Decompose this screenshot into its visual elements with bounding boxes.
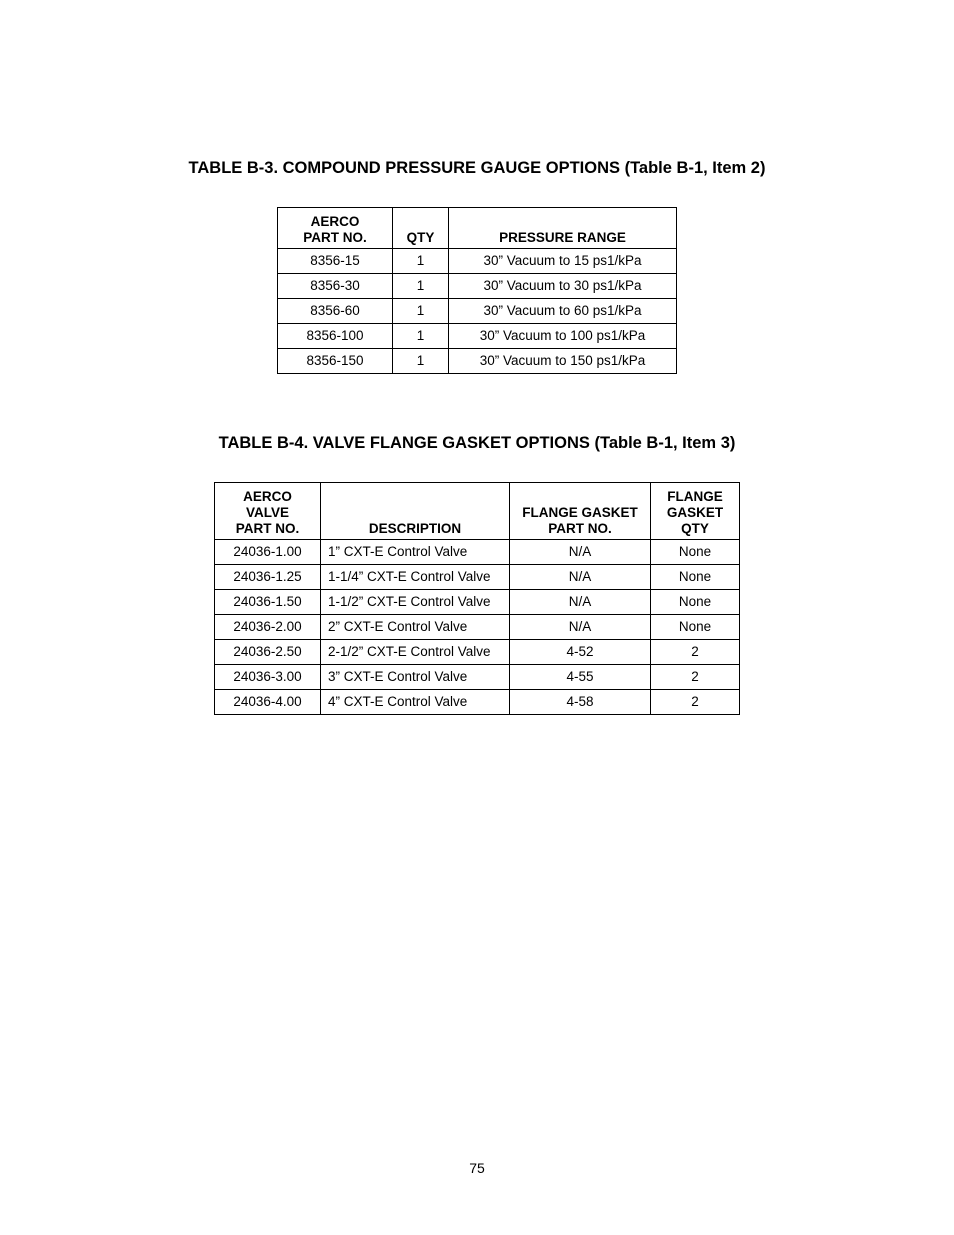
description-cell: 2-1/2” CXT-E Control Valve xyxy=(321,640,510,665)
valve-flange-gasket-table xyxy=(214,482,740,715)
pressure-range-cell: 30” Vacuum to 100 ps1/kPa xyxy=(449,324,677,349)
table-row xyxy=(278,274,677,299)
header-valve-part-no: AERCO VALVE PART NO. xyxy=(215,483,321,540)
gasket-part-cell: N/A xyxy=(510,615,651,640)
header-flange-gasket-qty: FLANGE GASKET QTY xyxy=(651,483,740,540)
header-description: DESCRIPTION xyxy=(321,483,510,540)
part-no-cell: 8356-150 xyxy=(278,349,393,374)
table-header-row xyxy=(215,483,740,540)
valve-part-cell: 24036-2.00 xyxy=(215,615,321,640)
table-row xyxy=(278,349,677,374)
pressure-range-cell: 30” Vacuum to 60 ps1/kPa xyxy=(449,299,677,324)
gasket-qty-cell: 2 xyxy=(651,665,740,690)
qty-cell: 1 xyxy=(393,299,449,324)
header-part-no: AERCO PART NO. xyxy=(278,208,393,249)
gasket-qty-cell: None xyxy=(651,565,740,590)
gasket-qty-cell: None xyxy=(651,615,740,640)
part-no-cell: 8356-15 xyxy=(278,249,393,274)
part-no-cell: 8356-30 xyxy=(278,274,393,299)
table-row xyxy=(215,665,740,690)
table-row xyxy=(278,249,677,274)
gasket-part-cell: N/A xyxy=(510,540,651,565)
table-b3-title: TABLE B-3. COMPOUND PRESSURE GAUGE OPTIONS (Table B-1, Item 2) xyxy=(188,159,766,177)
table-row xyxy=(215,590,740,615)
table-row xyxy=(215,540,740,565)
gasket-part-cell: 4-55 xyxy=(510,665,651,690)
table-row xyxy=(215,690,740,715)
pressure-gauge-options-table xyxy=(277,207,677,374)
gasket-part-cell: N/A xyxy=(510,565,651,590)
table-row xyxy=(215,640,740,665)
gasket-part-cell: N/A xyxy=(510,590,651,615)
description-cell: 1-1/4” CXT-E Control Valve xyxy=(321,565,510,590)
header-qty: QTY xyxy=(393,208,449,249)
pressure-range-cell: 30” Vacuum to 30 ps1/kPa xyxy=(449,274,677,299)
valve-part-cell: 24036-2.50 xyxy=(215,640,321,665)
description-cell: 2” CXT-E Control Valve xyxy=(321,615,510,640)
pressure-range-cell: 30” Vacuum to 15 ps1/kPa xyxy=(449,249,677,274)
table-header-row xyxy=(278,208,677,249)
qty-cell: 1 xyxy=(393,349,449,374)
header-flange-gasket-part-no: FLANGE GASKET PART NO. xyxy=(510,483,651,540)
description-cell: 4” CXT-E Control Valve xyxy=(321,690,510,715)
gasket-qty-cell: None xyxy=(651,590,740,615)
header-pressure-range: PRESSURE RANGE xyxy=(449,208,677,249)
gasket-part-cell: 4-52 xyxy=(510,640,651,665)
gasket-qty-cell: None xyxy=(651,540,740,565)
valve-part-cell: 24036-4.00 xyxy=(215,690,321,715)
qty-cell: 1 xyxy=(393,274,449,299)
table-row xyxy=(278,324,677,349)
qty-cell: 1 xyxy=(393,324,449,349)
valve-part-cell: 24036-1.50 xyxy=(215,590,321,615)
table-row xyxy=(215,565,740,590)
description-cell: 3” CXT-E Control Valve xyxy=(321,665,510,690)
gasket-qty-cell: 2 xyxy=(651,690,740,715)
valve-part-cell: 24036-1.00 xyxy=(215,540,321,565)
description-cell: 1” CXT-E Control Valve xyxy=(321,540,510,565)
table-b4-title: TABLE B-4. VALVE FLANGE GASKET OPTIONS (Table B-1, Item 3) xyxy=(218,434,736,452)
gasket-qty-cell: 2 xyxy=(651,640,740,665)
table-row xyxy=(215,615,740,640)
description-cell: 1-1/2” CXT-E Control Valve xyxy=(321,590,510,615)
part-no-cell: 8356-60 xyxy=(278,299,393,324)
qty-cell: 1 xyxy=(393,249,449,274)
table-row xyxy=(278,299,677,324)
valve-part-cell: 24036-1.25 xyxy=(215,565,321,590)
valve-part-cell: 24036-3.00 xyxy=(215,665,321,690)
gasket-part-cell: 4-58 xyxy=(510,690,651,715)
pressure-range-cell: 30” Vacuum to 150 ps1/kPa xyxy=(449,349,677,374)
page-number: 75 xyxy=(469,1160,485,1176)
part-no-cell: 8356-100 xyxy=(278,324,393,349)
